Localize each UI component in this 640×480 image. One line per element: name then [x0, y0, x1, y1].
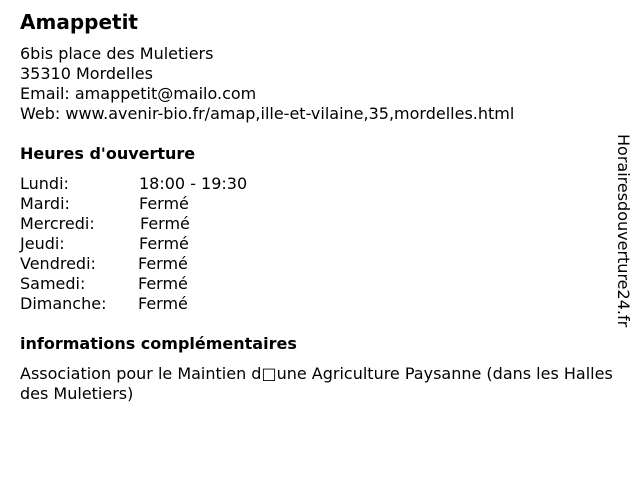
day-label: Mardi: [20, 194, 70, 213]
day-label: Dimanche: [20, 294, 107, 313]
email-line: Email: amappetit@mailo.com [20, 84, 257, 103]
day-label: Samedi: [20, 274, 86, 293]
hours-row-wednesday [20, 214, 320, 234]
day-label: Mercredi: [20, 214, 95, 233]
address-block [20, 44, 514, 124]
hours-row-thursday [20, 234, 320, 254]
day-label: Lundi: [20, 174, 69, 193]
opening-hours-table [20, 174, 320, 314]
hours-value: Fermé [138, 254, 188, 273]
hours-value: Fermé [139, 234, 189, 253]
hours-row-sunday [20, 294, 320, 314]
hours-value: Fermé [139, 194, 189, 213]
day-label: Jeudi: [20, 234, 65, 253]
hours-value: 18:00 - 19:30 [139, 174, 248, 193]
hours-row-saturday [20, 274, 320, 294]
hours-row-friday [20, 254, 320, 274]
hours-row-monday [20, 174, 320, 194]
additional-info-heading: informations complémentaires [20, 334, 297, 353]
hours-value: Fermé [138, 294, 188, 313]
hours-value: Fermé [140, 214, 190, 233]
hours-value: Fermé [138, 274, 188, 293]
day-label: Vendredi: [20, 254, 96, 273]
opening-hours-heading: Heures d'ouverture [20, 144, 196, 163]
address-street: 6bis place des Muletiers [20, 44, 214, 63]
additional-info-text: Association pour le Maintien d□une Agriculture Paysanne (dans les Halles des Muletiers) [20, 364, 613, 403]
web-line: Web: www.avenir-bio.fr/amap,ille-et-vilaine,35,mordelles.html [20, 104, 515, 123]
business-name: Amappetit [20, 10, 138, 34]
address-city: 35310 Mordelles [20, 64, 153, 83]
hours-row-tuesday [20, 194, 320, 214]
site-watermark: Horairesdouverture24.fr [614, 134, 633, 328]
